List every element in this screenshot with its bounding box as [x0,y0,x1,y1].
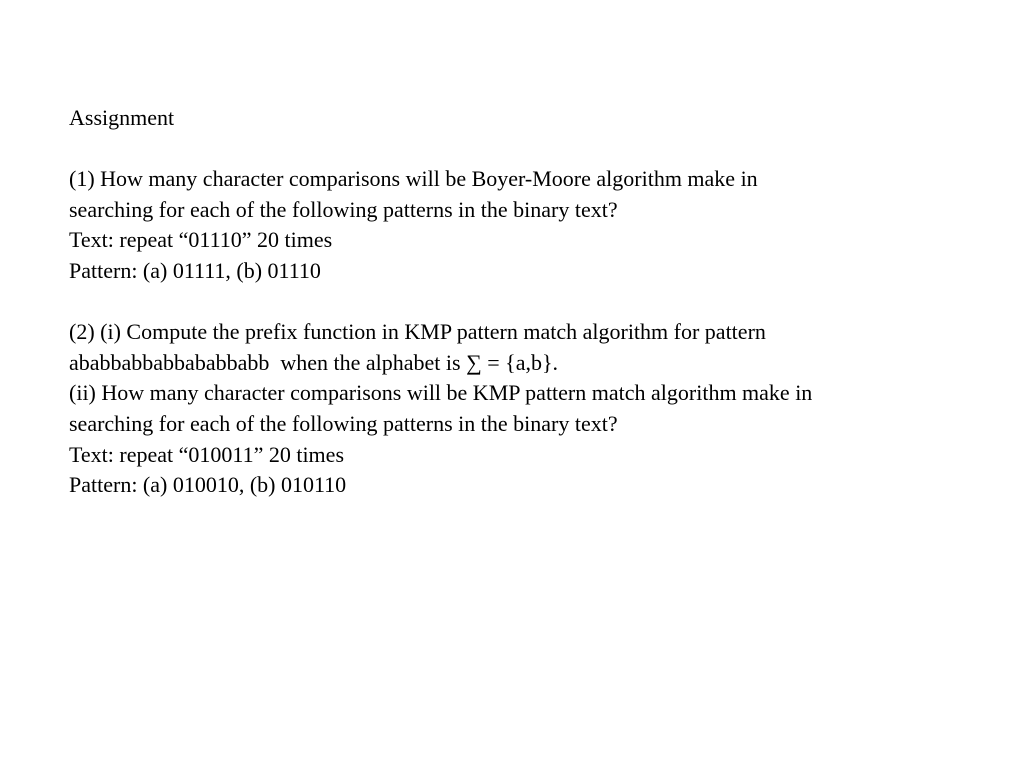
q2-i-line-1: (2) (i) Compute the prefix function in KMP pattern match algorithm for pattern [69,319,766,345]
q1-text: Text: repeat “01110” 20 times [69,227,333,253]
q1-pattern: Pattern: (a) 01111, (b) 01110 [69,257,321,283]
q2-ii-line-2: searching for each of the following patterns in the binary text? [69,410,618,436]
assignment-content [69,103,989,501]
q2-i-line-2: ababbabbabbababbabb when the alphabet is ∑ = {a,b}. [69,349,559,375]
spacer [69,287,989,318]
page-title: Assignment [69,105,175,130]
q2-text: Text: repeat “010011” 20 times [69,441,344,467]
q2-ii-line-1: (ii) How many character comparisons will be KMP pattern match algorithm make in [69,380,813,406]
spacer [69,134,989,165]
q1-line-2: searching for each of the following patterns in the binary text? [69,196,618,222]
q1-line-1: (1) How many character comparisons will be Boyer-Moore algorithm make in [69,166,758,192]
q2-pattern: Pattern: (a) 010010, (b) 010110 [69,472,347,498]
